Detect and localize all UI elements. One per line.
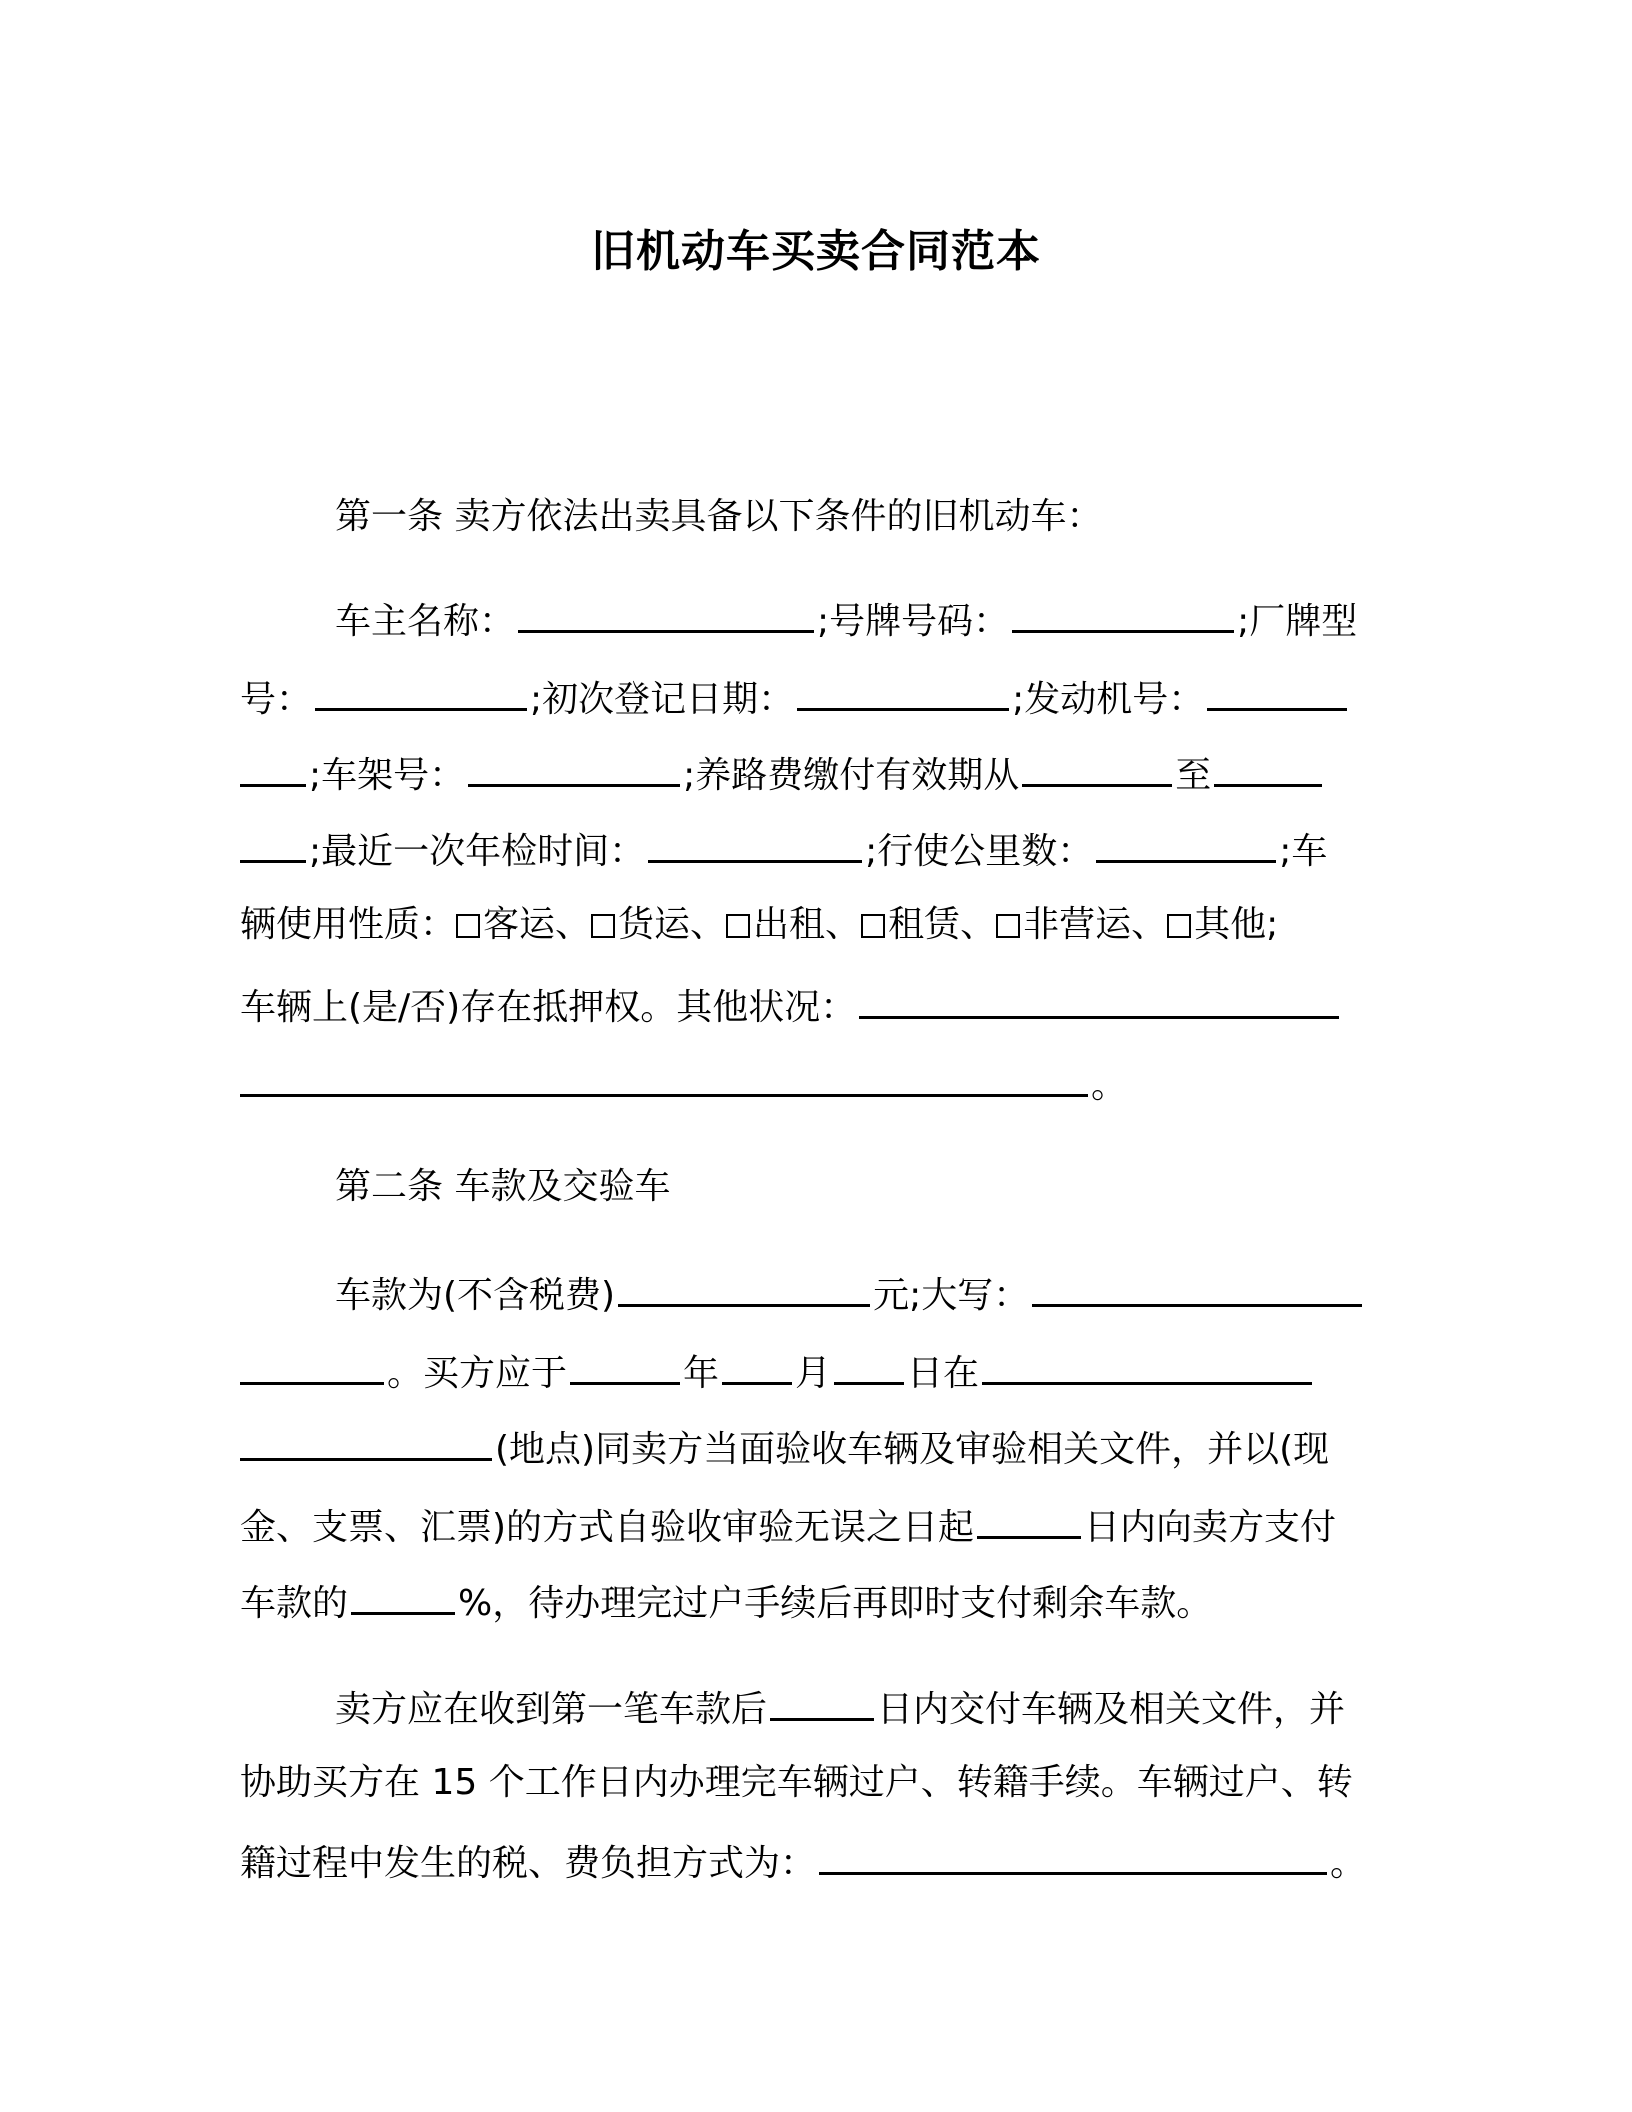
usage-option-nonoperating[interactable]: 非营运、 [996, 904, 1167, 945]
first-reg-label: ;初次登记日期： [530, 679, 795, 720]
month-blank[interactable] [722, 1344, 792, 1385]
usage-label-a: ;车 [1279, 831, 1328, 872]
article2-line-tax [240, 1834, 1366, 1884]
document-title: 旧机动车买卖合同范本 [591, 226, 1041, 277]
other-status-blank[interactable] [859, 978, 1339, 1019]
engine-blank-cont[interactable] [240, 746, 306, 787]
checkbox-icon [456, 914, 480, 938]
brand-blank[interactable] [315, 670, 527, 711]
yuan-label: 元;大写： [873, 1275, 1030, 1316]
inspection-label: ;最近一次年检时间： [309, 831, 646, 872]
mileage-blank[interactable] [1096, 822, 1276, 863]
buyer-should: 。买方应于 [387, 1353, 568, 1394]
delivery-days-blank[interactable] [770, 1680, 874, 1721]
engine-label: ;发动机号： [1012, 679, 1205, 720]
article2-line-percent [240, 1574, 1212, 1624]
frame-blank[interactable] [468, 746, 680, 787]
article1-period: 。 [1091, 1065, 1128, 1106]
mortgage-text: 车辆上(是/否)存在抵押权。其他状况： [240, 987, 857, 1028]
article1-line-reg [240, 670, 1350, 720]
road-fee-to-blank-cont[interactable] [240, 822, 306, 863]
percent-blank[interactable] [351, 1574, 455, 1615]
day-at-label: 日在 [907, 1353, 980, 1394]
road-fee-from-blank[interactable] [1022, 746, 1172, 787]
price-uppercase-blank-cont[interactable] [240, 1344, 384, 1385]
days-pay-label: 日内向卖方支付 [1084, 1507, 1337, 1548]
article1-line-status-cont [240, 1056, 1127, 1106]
tax-text: 籍过程中发生的税、费负担方式为： [240, 1843, 817, 1884]
frame-label: ;车架号： [309, 755, 466, 796]
article1-line-frame [240, 746, 1325, 796]
tax-blank[interactable] [819, 1834, 1327, 1875]
place-blank-cont[interactable] [240, 1420, 492, 1461]
road-fee-to-blank[interactable] [1214, 746, 1322, 787]
usage-option-taxi[interactable]: 出租、 [726, 904, 861, 945]
owner-blank[interactable] [518, 592, 814, 633]
road-fee-to: 至 [1175, 755, 1212, 796]
payment-days-blank[interactable] [977, 1498, 1081, 1539]
usage-label-b: 辆使用性质： [240, 904, 457, 945]
place-blank[interactable] [982, 1344, 1312, 1385]
article2-line-price [335, 1266, 1365, 1316]
other-status-blank-cont[interactable] [240, 1056, 1088, 1097]
brand-label-cont: 号： [240, 679, 313, 720]
usage-option-lease[interactable]: 租赁、 [861, 904, 996, 945]
delivery-suffix: 日内交付车辆及相关文件，并 [877, 1689, 1346, 1730]
plate-blank[interactable] [1012, 592, 1234, 633]
article1-line-inspection [240, 822, 1327, 872]
article2-line-date [240, 1344, 1315, 1394]
first-reg-blank[interactable] [797, 670, 1009, 711]
delivery-prefix: 卖方应在收到第一笔车款后 [335, 1689, 768, 1730]
article2-line-place [240, 1420, 1329, 1470]
road-fee-label: ;养路费缴付有效期从 [683, 755, 1020, 796]
usage-option-freight[interactable]: 货运、 [591, 904, 726, 945]
percent-suffix: %，待办理完过户手续后再即时支付剩余车款。 [458, 1583, 1213, 1624]
usage-option-other[interactable]: 其他; [1167, 904, 1278, 945]
article1-line-usage [240, 900, 1278, 950]
day-blank[interactable] [834, 1344, 904, 1385]
article2-period: 。 [1330, 1843, 1367, 1884]
plate-label: ;号牌号码： [817, 601, 1010, 642]
article1-line-mortgage [240, 978, 1342, 1028]
article1-heading: 第一条 卖方依法出卖具备以下条件的旧机动车： [335, 496, 1103, 537]
checkbox-icon [861, 914, 885, 938]
month-label: 月 [795, 1353, 832, 1394]
article2-line-delivery [335, 1680, 1345, 1730]
payment-text: 金、支票、汇票)的方式自验收审验无误之日起 [240, 1507, 975, 1548]
checkbox-icon [996, 914, 1020, 938]
article2-line-payment [240, 1498, 1336, 1548]
place-text: (地点)同卖方当面验收车辆及审验相关文件，并以(现 [495, 1429, 1330, 1470]
price-uppercase-blank[interactable] [1032, 1266, 1362, 1307]
owner-label: 车主名称： [335, 601, 516, 642]
year-label: 年 [683, 1353, 720, 1394]
inspection-blank[interactable] [648, 822, 862, 863]
engine-blank[interactable] [1207, 670, 1347, 711]
usage-option-passenger[interactable]: 客运、 [456, 904, 591, 945]
article2-heading: 第二条 车款及交验车 [335, 1166, 671, 1207]
percent-prefix: 车款的 [240, 1583, 349, 1624]
checkbox-icon [1167, 914, 1191, 938]
article2-line-transfer [240, 1758, 1353, 1808]
brand-label: ;厂牌型 [1237, 601, 1358, 642]
transfer-text: 协助买方在 15 个工作日内办理完车辆过户、转籍手续。车辆过户、转 [240, 1762, 1353, 1803]
checkbox-icon [726, 914, 750, 938]
year-blank[interactable] [570, 1344, 680, 1385]
price-label: 车款为(不含税费) [335, 1275, 616, 1316]
checkbox-icon [591, 914, 615, 938]
mileage-label: ;行使公里数： [865, 831, 1094, 872]
article1-line-owner [335, 592, 1357, 642]
price-blank[interactable] [618, 1266, 870, 1307]
